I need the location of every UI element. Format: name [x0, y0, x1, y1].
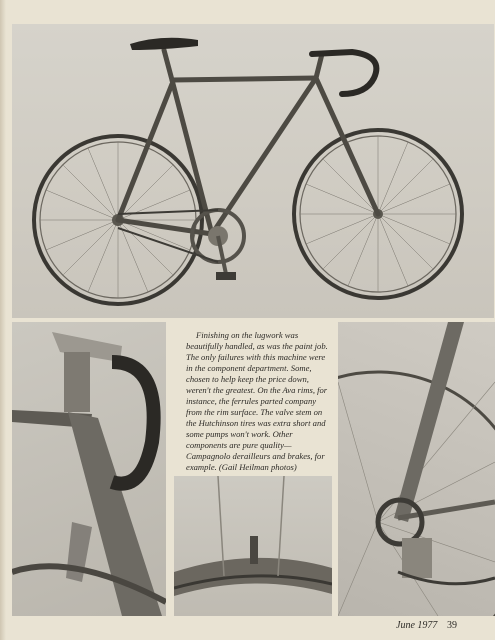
- issue-date: June 1977: [396, 620, 438, 631]
- page-number: 39: [447, 620, 457, 631]
- lugwork-photo: [12, 322, 166, 616]
- bicycle-illustration: [12, 24, 494, 318]
- frame: [118, 50, 378, 234]
- derailleur-illustration: [338, 322, 495, 616]
- valve-stem-photo: [174, 476, 332, 616]
- bicycle-photo: [12, 24, 494, 318]
- lugwork-illustration: [12, 322, 166, 616]
- valve-stem-illustration: [174, 476, 332, 616]
- derailleur-photo: [338, 322, 495, 616]
- saddle: [130, 38, 198, 50]
- photo-caption: Finishing on the lugwork was beautifully handled, as was the paint job. The only failures with this machine were in the component department. Some, chosen to help keep the price down, weren't the greatest. On the Ava rims, for instance, the ferrules parted company from the rim surface. The valve stem on the Hutchinson tires was extra short and some pumps won't work. Other components are pure quality—Campagnolo derailleurs and brakes, for example. (Gail Heilman photos): [186, 330, 328, 472]
- page-edge: [0, 0, 6, 640]
